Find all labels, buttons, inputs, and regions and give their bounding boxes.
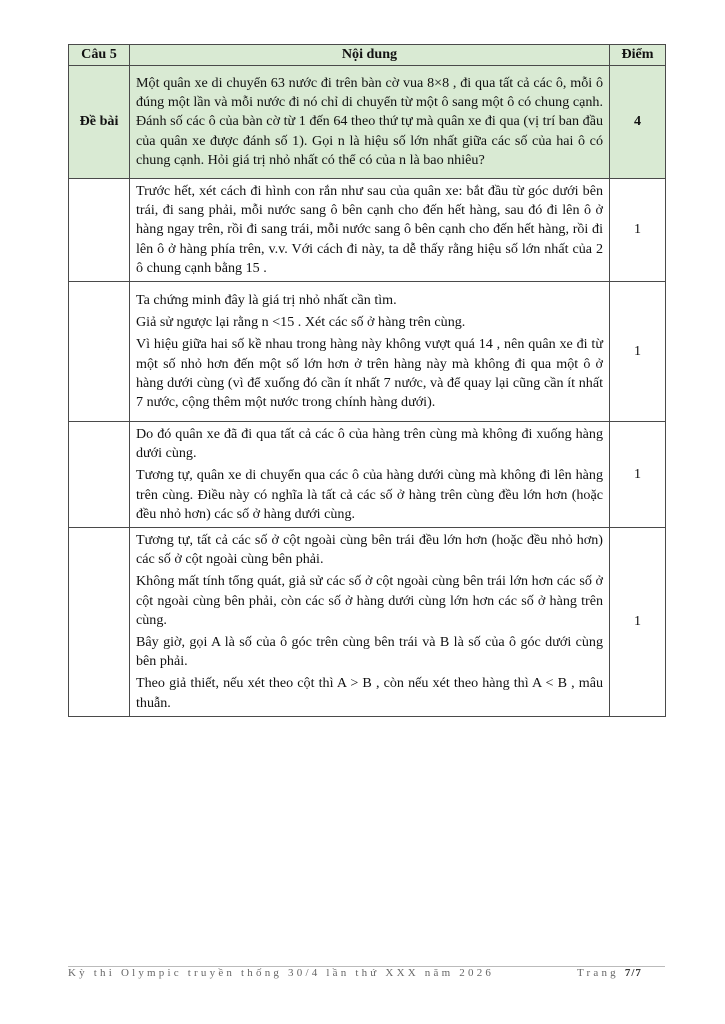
problem-score: 4 [610,66,666,179]
footer-page-label: Trang [577,967,619,979]
row-label [69,528,130,717]
solution-step-2 [130,282,610,422]
paragraph: Theo giả thiết, nếu xét theo cột thì A > B , còn nếu xét theo hàng thì A < B , mâu thuẫn. [136,675,603,711]
paragraph: Do đó quân xe đã đi qua tất cả các ô của hàng trên cùng mà không đi xuống hàng dưới cùng. [136,426,603,462]
solution-row [69,422,666,528]
header-score: Điểm [610,45,666,66]
score-cell: 1 [610,282,666,422]
problem-row [69,66,666,179]
paragraph: Tương tự, quân xe di chuyển qua các ô của hàng dưới cùng mà không đi lên hàng trên cùng. Điều này có nghĩa là tất cả các số ở hàng trên cùng đều lớn hơn (hoặc đều nhỏ hơn) các số ở hàng dưới cùng. [136,467,603,522]
solution-step-4 [130,528,610,717]
paragraph: Không mất tính tổng quát, giả sử các số ở cột ngoài cùng bên trái lớn hơn các số ở cột ngoài cùng bên phải, còn các số ở hàng dưới cùng lớn hơn các số ở hàng trên cùng. [136,573,603,628]
paragraph: Ta chứng minh đây là giá trị nhỏ nhất cần tìm. [136,291,397,308]
problem-label: Đề bài [69,66,130,179]
footer-exam-title: Kỳ thi Olympic truyền thống 30/4 lần thứ XXX năm 2026 [68,967,495,979]
paragraph: Bây giờ, gọi A là số của ô góc trên cùng bên trái và B là số của ô góc dưới cùng bên phải. [136,634,603,670]
score-cell: 1 [610,528,666,717]
score-cell: 1 [610,179,666,282]
paragraph: Tương tự, tất cả các số ở cột ngoài cùng bên trái đều lớn hơn (hoặc đều nhỏ hơn) các số ở cột ngoài cùng bên phải. [136,532,603,568]
paragraph: Giả sử ngược lại rằng n <15 . Xét các số ở hàng trên cùng. [136,314,466,331]
solution-step-1 [130,179,610,282]
row-label [69,282,130,422]
score-cell: 1 [610,422,666,528]
solution-row [69,282,666,422]
header-question: Câu 5 [69,45,130,66]
solution-step-3 [130,422,610,528]
row-label [69,422,130,528]
footer-page-indicator [577,967,642,979]
paragraph: Vì hiệu giữa hai số kề nhau trong hàng này không vượt quá 14 , nên quân xe đi từ một số nhỏ hơn đến một số lớn hơn ở trên hàng này mà không đi qua một ô ở hàng dưới cùng (vì để xuống đó cần ít nhất 7 nước, và để quay lại cũng cần ít nhất 7 nước, cộng thêm một nước trong chính hàng dưới). [136,336,603,410]
paragraph: Trước hết, xét cách đi hình con rắn như sau của quân xe: bắt đầu từ góc dưới bên trái, đi sang phải, mỗi nước sang ô bên cạnh cho đến hết hàng, sau đó đi lên ô ở hàng ngay trên, rồi đi sang trái, mỗi nước sang ô bên cạnh cho đến hết hàng, rồi đi lên ô ở hàng phía trên, v.v. Với cách đi này, ta dễ thấy rằng hiệu số lớn nhất của 2 ô chung cạnh bằng 15 . [136,183,603,276]
problem-statement [130,66,610,179]
solution-row [69,528,666,717]
footer-page-number: 7/7 [624,967,642,979]
problem-text: Một quân xe di chuyển 63 nước đi trên bàn cờ vua 8×8 , đi qua tất cả các ô, mỗi ô đúng một lần và mỗi nước đi nó chỉ di chuyển từ một ô sang một ô có chung cạnh. Đánh số các ô của bàn cờ từ 1 đến 64 theo thứ tự mà quân xe đi qua (vị trí ban đầu của quân xe được đánh số 1). Gọi n là hiệu số lớn nhất giữa các số của hai ô có chung cạnh. Hỏi giá trị nhỏ nhất có thể có của n là bao nhiêu? [136,74,603,168]
answer-table [68,44,666,717]
header-content: Nội dung [130,45,610,66]
row-label [69,179,130,282]
solution-row [69,179,666,282]
header-row [69,45,666,66]
